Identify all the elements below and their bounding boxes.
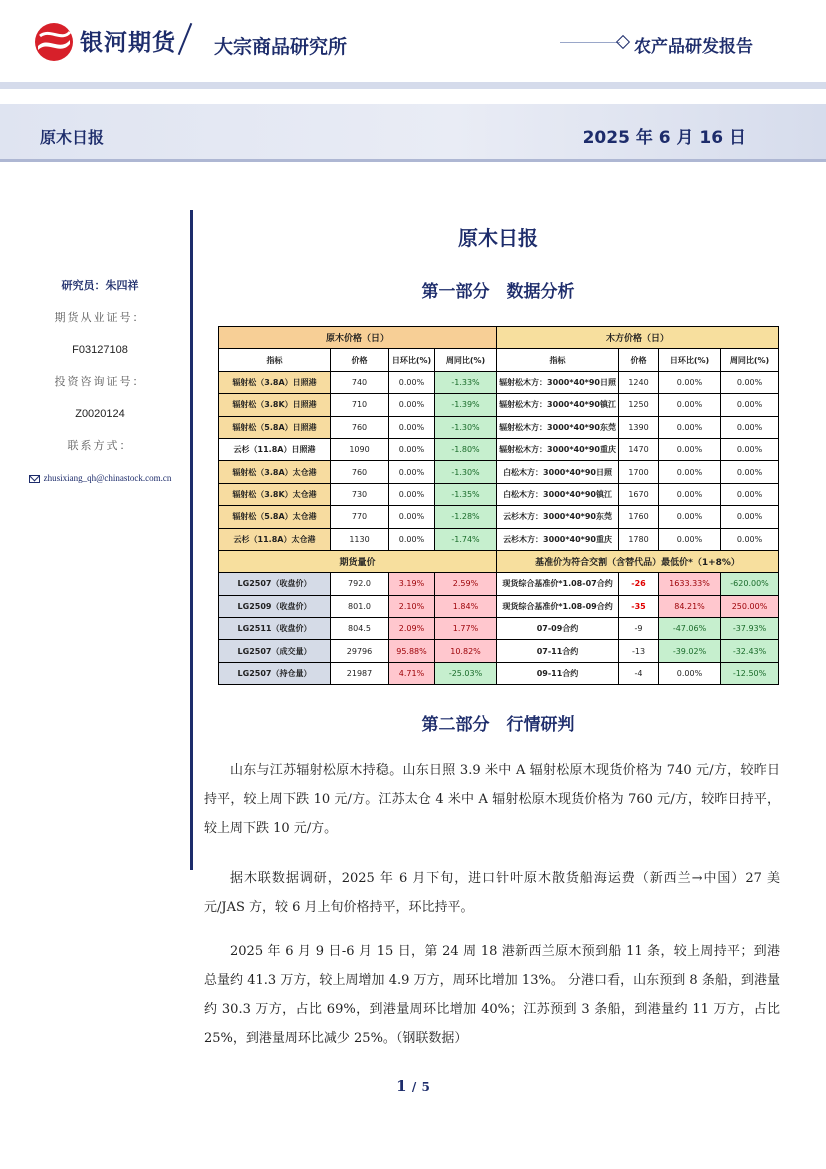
cell-weekly: -620.00% <box>721 573 779 595</box>
contact-label: 联系方式： <box>67 439 133 452</box>
cell-weekly: -1.35% <box>435 483 497 505</box>
row-label: 白松木方：3000*40*90日照 <box>497 461 619 483</box>
row-label: LG2507（持仓量） <box>219 662 331 684</box>
basis-group: 基准价为符合交割（含替代品）最低价*（1+8%） <box>497 550 779 572</box>
cell-daily: -39.02% <box>659 640 721 662</box>
row-label: 辐射松（5.8A）日照港 <box>219 416 331 438</box>
log-price-group: 原木价格（日） <box>219 327 497 349</box>
section-title-market: 第二部分 行情研判 <box>421 715 575 735</box>
header-band-stripe <box>0 82 826 89</box>
header-slash-divider <box>178 23 193 55</box>
page-separator: / <box>411 1080 417 1094</box>
report-date: 2025 年 6 月 16 日 <box>582 128 746 148</box>
row-label: 现货综合基准价*1.08-07合约 <box>497 573 619 595</box>
table-row <box>219 371 779 393</box>
cell-weekly: -1.28% <box>435 506 497 528</box>
sidebar-divider <box>190 210 193 870</box>
cell-weekly: 2.59% <box>435 573 497 595</box>
cell-price: -35 <box>619 595 659 617</box>
cell-daily: 0.00% <box>389 506 435 528</box>
table-row <box>219 528 779 550</box>
cell-daily: 84.21% <box>659 595 721 617</box>
cell-daily: -47.06% <box>659 618 721 640</box>
table-row <box>219 483 779 505</box>
row-label: 辐射松（3.8A）日照港 <box>219 371 331 393</box>
table-row <box>219 461 779 483</box>
cell-weekly: -25.03% <box>435 662 497 684</box>
col-price: 价格 <box>331 349 389 371</box>
cell-price: -9 <box>619 618 659 640</box>
cell-daily: 0.00% <box>659 506 721 528</box>
cell-daily: 2.09% <box>389 618 435 640</box>
cell-weekly: -1.39% <box>435 394 497 416</box>
contact-email[interactable] <box>10 470 190 502</box>
cell-price: 29796 <box>331 640 389 662</box>
cell-daily: 1633.33% <box>659 573 721 595</box>
cell-weekly: 0.00% <box>721 416 779 438</box>
row-label: 现货综合基准价*1.08-09合约 <box>497 595 619 617</box>
paragraph-freight: 据木联数据调研，2025 年 6 月下旬，进口针叶原木散货船海运费（新西兰→中国）27 美元/JAS 方，较 6 月上旬价格持平，环比持平。 <box>204 871 780 915</box>
table-row <box>219 595 779 617</box>
cell-daily: 0.00% <box>659 394 721 416</box>
cell-weekly: 250.00% <box>721 595 779 617</box>
row-label: 辐射松（5.8A）太仓港 <box>219 506 331 528</box>
cell-price: -4 <box>619 662 659 684</box>
section-title-data: 第一部分 数据分析 <box>421 282 575 302</box>
cell-weekly: 10.82% <box>435 640 497 662</box>
cell-weekly: 0.00% <box>721 483 779 505</box>
futures-group: 期货量价 <box>219 550 497 572</box>
row-label: LG2511（收盘价） <box>219 618 331 640</box>
lumber-price-group: 木方价格（日） <box>497 327 779 349</box>
col-price: 价格 <box>619 349 659 371</box>
cell-weekly: -1.30% <box>435 461 497 483</box>
cell-weekly: 0.00% <box>721 438 779 460</box>
cell-daily: 95.88% <box>389 640 435 662</box>
license-label: 期货从业证号： <box>54 311 146 324</box>
cell-daily: 0.00% <box>389 483 435 505</box>
cell-weekly: -12.50% <box>721 662 779 684</box>
cell-price: 804.5 <box>331 618 389 640</box>
cell-weekly: -32.43% <box>721 640 779 662</box>
table-group-header <box>219 327 779 349</box>
cell-price: 1700 <box>619 461 659 483</box>
row-label: 辐射松（3.8A）太仓港 <box>219 461 331 483</box>
institute-name: 大宗商品研究所 <box>214 36 348 58</box>
cell-weekly: 0.00% <box>721 461 779 483</box>
cell-daily: 0.00% <box>659 662 721 684</box>
paragraph-spot-price: 山东与江苏辐射松原木持稳。山东日照 3.9 米中 A 辐射松原木现货价格为 740 元/方，较昨日持平，较上周下跌 10 元/方。江苏太仓 4 米中 A 辐射松原木现货价格为 760 元/方，较昨日持平，较上周下跌 10 元/方。 <box>204 763 780 836</box>
table-row <box>219 438 779 460</box>
cell-price: 1760 <box>619 506 659 528</box>
researcher-name: 研究员：朱四祥 <box>61 279 139 292</box>
table-row <box>219 662 779 684</box>
cell-price: -26 <box>619 573 659 595</box>
col-weekly: 周同比(%) <box>721 349 779 371</box>
row-label: 云杉（11.8A）日照港 <box>219 438 331 460</box>
brand-name: 银河期货 <box>80 30 176 56</box>
row-label: 07-11合约 <box>497 640 619 662</box>
cell-price: 1390 <box>619 416 659 438</box>
row-label: 辐射松木方：3000*40*90东莞 <box>497 416 619 438</box>
cell-weekly: -1.74% <box>435 528 497 550</box>
page-total: 5 <box>421 1080 430 1094</box>
cell-daily: 0.00% <box>389 438 435 460</box>
cell-price: 740 <box>331 371 389 393</box>
cell-daily: 0.00% <box>659 528 721 550</box>
cell-daily: 0.00% <box>659 438 721 460</box>
cell-weekly: 0.00% <box>721 506 779 528</box>
cell-daily: 4.71% <box>389 662 435 684</box>
cell-weekly: 0.00% <box>721 371 779 393</box>
table-row <box>219 416 779 438</box>
cell-daily: 0.00% <box>389 394 435 416</box>
cell-price: 21987 <box>331 662 389 684</box>
cell-price: 730 <box>331 483 389 505</box>
cell-price: 1090 <box>331 438 389 460</box>
license-number: F03127108 <box>72 344 128 356</box>
col-indicator: 指标 <box>497 349 619 371</box>
table-column-header <box>219 349 779 371</box>
paragraph-arrivals: 2025 年 6 月 9 日-6 月 15 日，第 24 周 18 港新西兰原木预到船 11 条，较上周持平；到港总量约 41.3 万方，较上周增加 4.9 万方，周环比增加 13%。 分港口看，山东预到 8 条船，到港量约 30.3 万方，占比 69%，到港量周环比增加 40%；江苏预到 3 条船，到港量约 11 万方，占比 25%，到港量周环比减少 25%。（钢联数据） <box>204 944 780 1046</box>
row-label: 辐射松（3.8K）日照港 <box>219 394 331 416</box>
table-row <box>219 394 779 416</box>
cell-weekly: -1.80% <box>435 438 497 460</box>
cell-price: 770 <box>331 506 389 528</box>
cell-weekly: 1.84% <box>435 595 497 617</box>
row-label: 09-11合约 <box>497 662 619 684</box>
galaxy-futures-logo-icon <box>34 22 74 62</box>
cell-price: -13 <box>619 640 659 662</box>
advisor-label: 投资咨询证号： <box>54 375 146 388</box>
col-daily: 日环比(%) <box>659 349 721 371</box>
cell-price: 1670 <box>619 483 659 505</box>
cell-price: 1130 <box>331 528 389 550</box>
header-rule <box>560 42 620 43</box>
row-label: 辐射松木方：3000*40*90重庆 <box>497 438 619 460</box>
cell-daily: 0.00% <box>659 371 721 393</box>
table-group-header <box>219 550 779 572</box>
table-row <box>219 506 779 528</box>
cell-price: 1780 <box>619 528 659 550</box>
col-weekly: 周同比(%) <box>435 349 497 371</box>
author-sidebar <box>10 278 190 502</box>
cell-daily: 0.00% <box>659 461 721 483</box>
row-label: 辐射松（3.8K）太仓港 <box>219 483 331 505</box>
advisor-number: Z0020124 <box>75 408 125 420</box>
cell-daily: 0.00% <box>389 528 435 550</box>
row-label: LG2507（收盘价） <box>219 573 331 595</box>
table-row <box>219 618 779 640</box>
price-data-table <box>218 326 779 685</box>
row-label: 云杉木方：3000*40*90重庆 <box>497 528 619 550</box>
cell-daily: 0.00% <box>389 416 435 438</box>
cell-weekly: -1.30% <box>435 416 497 438</box>
row-label: 07-09合约 <box>497 618 619 640</box>
row-label: LG2507（成交量） <box>219 640 331 662</box>
row-label: 辐射松木方：3000*40*90镇江 <box>497 394 619 416</box>
cell-weekly: -37.93% <box>721 618 779 640</box>
row-label: 辐射松木方：3000*40*90日照 <box>497 371 619 393</box>
band-title: 原木日报 <box>40 128 105 147</box>
cell-daily: 0.00% <box>389 371 435 393</box>
cell-price: 801.0 <box>331 595 389 617</box>
cell-price: 760 <box>331 461 389 483</box>
diamond-icon <box>616 35 630 49</box>
row-label: LG2509（收盘价） <box>219 595 331 617</box>
cell-daily: 0.00% <box>659 416 721 438</box>
cell-daily: 3.19% <box>389 573 435 595</box>
cell-weekly: 0.00% <box>721 528 779 550</box>
document-title: 原木日报 <box>458 226 538 250</box>
cell-weekly: 0.00% <box>721 394 779 416</box>
cell-daily: 2.10% <box>389 595 435 617</box>
mail-icon <box>29 475 40 483</box>
table-row <box>219 640 779 662</box>
email-text[interactable]: zhusixiang_qh@chinastock.com.cn <box>43 473 172 483</box>
cell-daily: 0.00% <box>659 483 721 505</box>
cell-weekly: 1.77% <box>435 618 497 640</box>
report-type: 农产品研发报告 <box>634 37 753 57</box>
col-indicator: 指标 <box>219 349 331 371</box>
page-current: 1 <box>396 1077 407 1095</box>
row-label: 云杉（11.8A）太仓港 <box>219 528 331 550</box>
cell-price: 1250 <box>619 394 659 416</box>
page-number <box>0 1077 826 1095</box>
row-label: 白松木方：3000*40*90镇江 <box>497 483 619 505</box>
table-row <box>219 573 779 595</box>
cell-price: 1240 <box>619 371 659 393</box>
cell-daily: 0.00% <box>389 461 435 483</box>
cell-weekly: -1.33% <box>435 371 497 393</box>
row-label: 云杉木方：3000*40*90东莞 <box>497 506 619 528</box>
cell-price: 1470 <box>619 438 659 460</box>
cell-price: 792.0 <box>331 573 389 595</box>
cell-price: 710 <box>331 394 389 416</box>
col-daily: 日环比(%) <box>389 349 435 371</box>
cell-price: 760 <box>331 416 389 438</box>
